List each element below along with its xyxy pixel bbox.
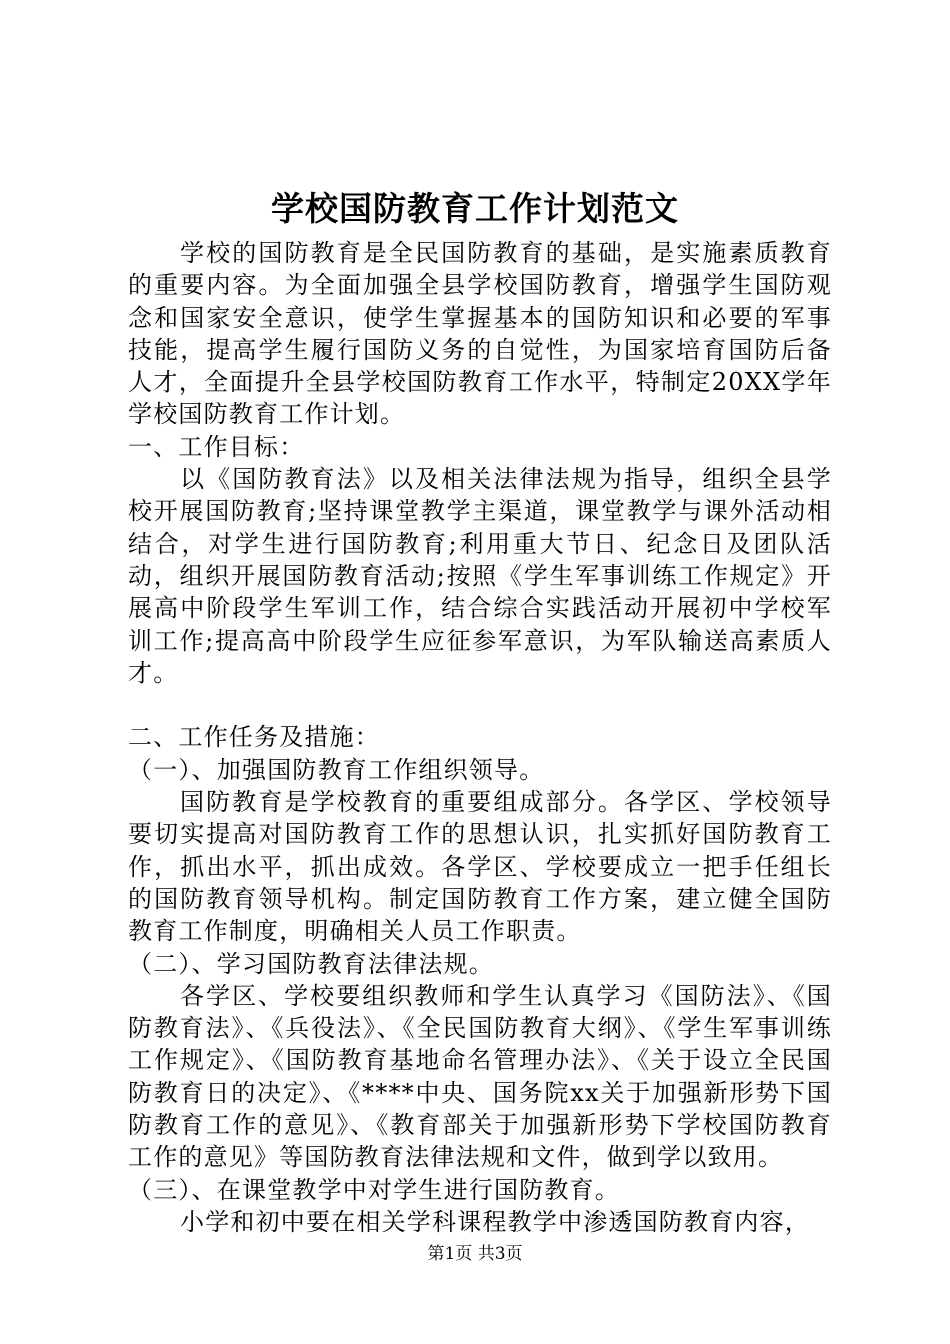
classroom-paragraph: 小学和初中要在相关学科课程教学中渗透国防教育内容， — [180, 1207, 810, 1236]
organization-paragraph: 国防教育是学校教育的重要组成部分。各学区、学校领导要切实提高对国防教育工作的思想认识，扎实抓好国防教育工作，抓出水平，抓出成效。各学区、学校要成立一把手任组长的国防教育领导机构。制定国防教育工作方案，建立健全国防教育工作制度，明确相关人员工作职责。 — [128, 788, 832, 946]
laws-paragraph: 各学区、学校要组织教师和学生认真学习《国防法》、《国防教育法》、《兵役法》、《全民国防教育大纲》、《学生军事训练工作规定》、《国防教育基地命名管理办法》、《关于设立全民国防教育日的决定》、《****中央、国务院xx关于加强新形势下国防教育工作的意见》、《教育部关于加强新形势下学校国防教育工作的意见》等国防教育法律法规和文件，做到学以致用。 — [128, 981, 832, 1172]
subheading-organization: （一）、加强国防教育工作组织领导。 — [128, 755, 545, 784]
section-heading-goals: 一、工作目标： — [128, 432, 305, 461]
intro-paragraph: 学校的国防教育是全民国防教育的基础，是实施素质教育的重要内容。为全面加强全县学校国防教育，增强学生国防观念和国家安全意识，使学生掌握基本的国防知识和必要的军事技能，提高学生履行国防义务的自觉性，为国家培育国防后备人才，全面提升全县学校国防教育工作水平，特制定20XX学年学校国防教育工作计划。 — [128, 239, 832, 429]
document-title: 学校国防教育工作计划范文 — [271, 189, 679, 228]
subheading-laws: （二）、学习国防教育法律法规。 — [128, 949, 494, 978]
goals-paragraph: 以《国防教育法》以及相关法律法规为指导，组织全县学校开展国防教育;坚持课堂教学主渠道，课堂教学与课外活动相结合，对学生进行国防教育;利用重大节日、纪念日及团队活动，组织开展国防教育活动;按照《学生军事训练工作规定》开展高中阶段学生军训工作，结合综合实践活动开展初中学校军训工作;提高高中阶段学生应征参军意识，为军队输送高素质人才。 — [128, 465, 832, 687]
document-body — [128, 237, 832, 1238]
paragraph-gap — [128, 689, 832, 721]
section-heading-tasks: 二、工作任务及措施： — [128, 723, 380, 752]
subheading-classroom: （三）、在课堂教学中对学生进行国防教育。 — [128, 1175, 620, 1204]
page-footer: 第1页 共3页 — [427, 1244, 523, 1264]
